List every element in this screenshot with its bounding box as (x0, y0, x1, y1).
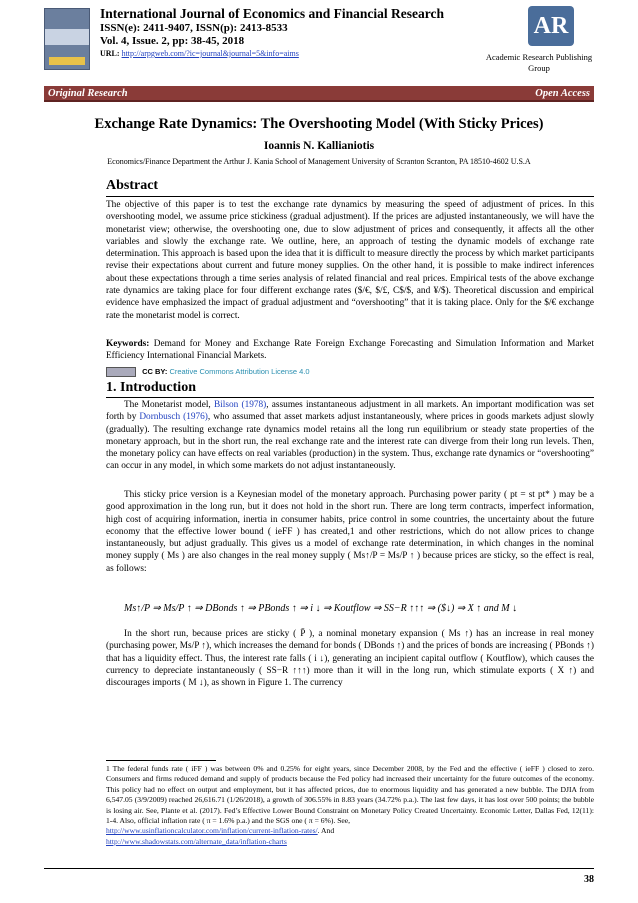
citation-dornbusch[interactable]: Dornbusch (1976) (139, 412, 208, 423)
abstract-rule (106, 196, 594, 197)
author-affiliation: Economics/Finance Department the Arthur J. Kania School of Management University of Scranton Scranton, PA 18510-4602 U.S.A (107, 157, 531, 166)
publisher-name: Academic Research Publishing Group (485, 52, 593, 73)
intro-paragraph-1 (106, 399, 594, 473)
transmission-equation: Ms↑/P ⇒ Ms/P ↑ ⇒ DBonds ↑ ⇒ PBonds ↑ ⇒ i ↓ ⇒ Koutflow ⇒ SS−R ↑↑↑ ⇒ ($↓) ⇒ X ↑ and M ↓ (124, 603, 518, 614)
page-rule (44, 868, 594, 869)
intro-paragraph-2 (106, 489, 594, 575)
journal-info (100, 6, 460, 59)
publisher-logo: AR (528, 6, 574, 46)
journal-issn: ISSN(e): 2411-9407, ISSN(p): 2413-8533 (100, 22, 288, 34)
abstract-heading: Abstract (106, 178, 159, 193)
footnote-link-shadowstats[interactable]: http://www.shadowstats.com/alternate_data/inflation-charts (106, 836, 287, 846)
license-line (106, 367, 310, 379)
keywords-text: Demand for Money and Exchange Rate Foreign Exchange Forecasting and Simulation Information and Market Efficiency International Financial Markets. (106, 339, 594, 362)
introduction-rule (106, 397, 594, 398)
journal-url-link[interactable]: http://arpgweb.com/?ic=journal&journal=5&info=aims (121, 49, 299, 58)
journal-url-line (100, 48, 460, 59)
p1-text-a: The Monetarist model, (124, 400, 214, 410)
license-link[interactable]: Creative Commons Attribution License 4.0 (169, 367, 310, 376)
footnote-rule (106, 760, 216, 761)
footnote-1 (106, 764, 594, 847)
p1-text-b: , assumes instantaneous adjustment in all markets. An important modification was set forth by (106, 400, 594, 423)
article-type-band (44, 86, 594, 102)
original-research-label: Original Research (48, 88, 128, 99)
p1-text-c: , who assumed that asset markets adjust instantaneously, where prices in goods markets adjust slowly (gradually). The resulting exchange rate dynamics model retains all the long run equilibrium or steady state properties of the monetary approach, but in the short run, the real exchange rate and the interest rate can diverge from their long run levels. Then, the monetary policy can have effects on real variables (production) in the system. Thus, exchange rate dynamics or “overshooting” can occur in any model, in which some markets do not adjust instantaneously. (106, 412, 595, 472)
intro-paragraph-3 (106, 628, 594, 689)
citation-bilson[interactable]: Bilson (1978) (213, 400, 267, 410)
journal-cover-thumbnail (44, 8, 90, 70)
license-prefix: CC BY: (142, 367, 168, 376)
footnote-link-inflation[interactable]: http://www.usinflationcalculator.com/inflation/current-inflation-rates/ (106, 826, 318, 836)
footnote-and: . And (317, 826, 335, 836)
p2-text: This sticky price version is a Keynesian model of the monetary approach. Purchasing power parity ( pt = st pt* ) may be a good approximation in the long run, but it does not hold in the short run. There are long term contracts, imperfect information, high cost of acquiring information, inertia in consumer habits, price control in some countries, the uncertainty about the future economy that the effective lower bound ( ieFF ) has created,1 and other restrictions, which do not allow prices to change instantaneously, but adjust gradually. This gives us a model of exchange rate determination, in which changes in the nominal money supply ( Ms ) are also changes in the real money supply ( Ms↑/P = Ms/P ↑ ) because prices are sticky, so the effect is real, as follows: (106, 490, 594, 574)
open-access-label: Open Access (535, 88, 590, 99)
introduction-heading: 1. Introduction (106, 380, 196, 395)
page-number: 38 (584, 874, 594, 885)
article-title: Exchange Rate Dynamics: The Overshooting Model (With Sticky Prices) (94, 116, 544, 132)
keywords (106, 338, 594, 363)
journal-header (44, 6, 594, 80)
journal-volume: Vol. 4, Issue. 2, pp: 38-45, 2018 (100, 35, 245, 47)
keywords-label: Keywords: (106, 339, 150, 349)
journal-title: International Journal of Economics and Financial Research (100, 6, 445, 21)
footnote-text: 1 The federal funds rate ( iFF ) was between 0% and 0.25% for eight years, since December 2008, by the Fed and the effective ( ieFF ) closed to zero. Consumers and firms reduced demand and supply of products because the Fed policy had increased their uncertainty for the future outcomes of the economy. This policy had no effect on output and employment, but it has affected prices, due to enormous liquidity and has generated a new bubble. The DJIA from 6,547.05 (3/9/2009) reached 26,616.71 (1/26/2018), a growth of 306.55% in 8.83 years (34.72% p.a.). The last few days, it has lost over 500 points; the bubble is losing air. See, Plante et al. (2017). Fed’s Effective Lower Bound Constraint on Monetary Policy Created Uncertainty. Economic Letter, Dallas Fed, 12(11): 1-4. Also, official inflation rate ( π = 1.6% p.a.) and the SGS one ( π = 6%). See, (106, 764, 594, 826)
abstract-text: The objective of this paper is to test the exchange rate dynamics by measuring the speed of adjustment of prices. In this overshooting model, we assume price stickiness (gradual adjustment). If the prices are adjusted instantaneously, we will have the monetarist view; otherwise, the overshooting one, due to slow adjustment of prices and consequently, it affects all the other variables and slowly the exchange rate. We outline, here, an approach of testing the dynamic models of exchange rate determination. This approach is based upon the idea that it is difficult to measure directly the process by which market participants revise their expectations about current and future money supplies. On the other hand, it is possible to make indirect inferences about these expectations through a time series analysis of related financial and real prices. Empirical tests of the above exchange rate dynamics are taking place for four different exchange rates ($/€, $/£, C$/$, and ¥/$). Theoretical discussion and empirical evidence have emphasized the impact of gradual adjustment and “overshooting” that it is taking place. Only for the $/€ exchange rate the monetarist model is correct. (106, 200, 594, 321)
p3-text: In the short run, because prices are sticky ( P̄ ), a nominal monetary expansion ( Ms ↑) has an increase in real money (purchasing power, Ms/P ↑), which increases the demand for bonds ( DBonds ↑) and the prices of bonds are increasing ( PBonds ↑) that has a liquidity effect. Thus, the interest rate falls ( i ↓), generating an incipient capital outflow ( Koutflow), which causes the currency to depreciate instantaneously ( SS−R ↑↑↑) more than it will in the long run, which stimulate exports ( X ↑) and discourages imports ( M ↓), as shown in Figure 1. The currency (106, 629, 594, 689)
journal-url-label: URL: (100, 49, 120, 58)
article-author: Ioannis N. Kallianiotis (263, 140, 375, 152)
cc-license-icon (106, 367, 136, 377)
